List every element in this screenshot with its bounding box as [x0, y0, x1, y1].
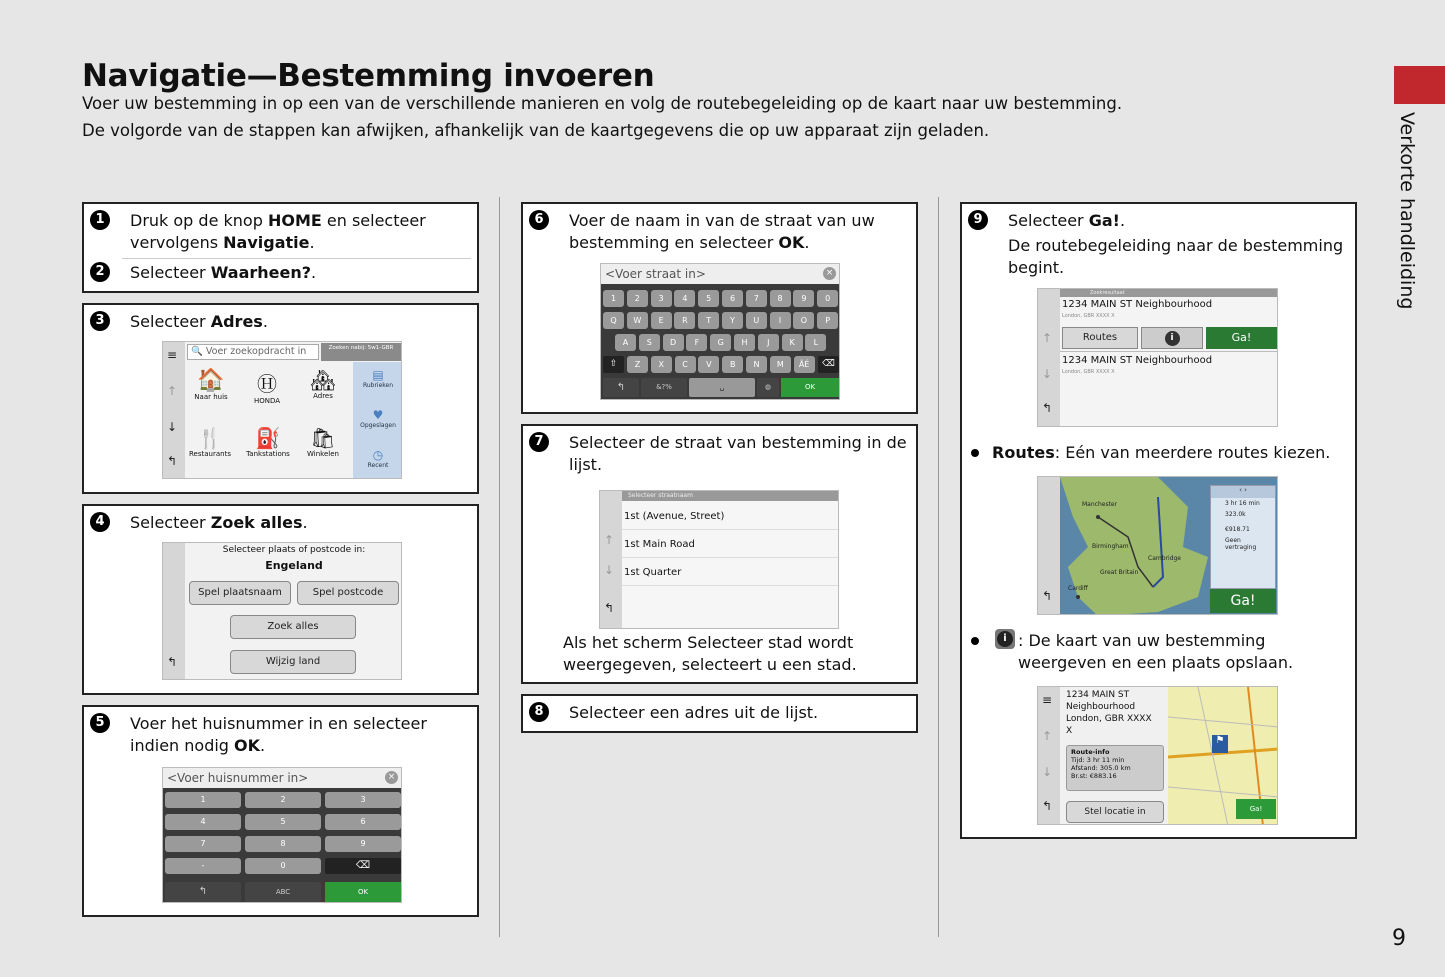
list-item[interactable]: 1st Main Road: [622, 531, 839, 558]
key-1[interactable]: 1: [603, 290, 624, 307]
key-6[interactable]: 6: [325, 814, 401, 830]
key-i[interactable]: I: [770, 312, 791, 329]
key-u[interactable]: U: [746, 312, 767, 329]
clock-icon: ◷: [372, 448, 384, 462]
route-info-panel: [1210, 485, 1276, 589]
shopping-item[interactable]: 🛍 Winkelen: [303, 426, 343, 458]
up-arrow-icon: ↑: [604, 533, 615, 547]
map-city: Cambridge: [1148, 555, 1181, 562]
step-7-note: Als het scherm Selecteer stad wordt weergegeven, selecteert u een stad.: [563, 633, 857, 674]
key-d[interactable]: D: [663, 334, 684, 351]
backspace-key[interactable]: ⌫: [818, 356, 839, 373]
key-4[interactable]: 4: [165, 814, 241, 830]
info-bullet-text: : De kaart van uw bestemming weergeven en een plaats opslaan.: [1018, 631, 1294, 672]
key-w[interactable]: W: [627, 312, 648, 329]
key-o[interactable]: O: [793, 312, 814, 329]
step-4-box: [82, 504, 479, 695]
step-6-text: Voer de naam in van de straat van uw bestemming en selecteer OK.: [569, 211, 875, 252]
go-button[interactable]: Ga!: [1210, 589, 1276, 613]
clear-icon[interactable]: ×: [823, 267, 836, 280]
up-arrow-icon: ↑: [167, 384, 178, 398]
address-icon: 🏘: [310, 368, 336, 392]
search-area-screen: [162, 542, 402, 680]
step-5-box: [82, 705, 479, 917]
search-input[interactable]: 🔍 Voer zoekopdracht in: [187, 344, 319, 360]
result-address[interactable]: 1234 MAIN ST Neighbourhood: [1062, 299, 1213, 310]
route-distance: 323.0k: [1225, 511, 1246, 518]
route-pager[interactable]: ‹ ›: [1211, 486, 1275, 498]
map-city: Great Britain: [1100, 569, 1139, 576]
step-1-text: Druk op de knop HOME en selecteer vervolgens Navigatie.: [130, 211, 426, 252]
list-item[interactable]: 1st Quarter: [622, 559, 839, 586]
spell-postcode-button[interactable]: Spel postcode: [297, 581, 399, 605]
key-a[interactable]: A: [615, 334, 636, 351]
step-number: 9: [968, 210, 988, 230]
saved-item[interactable]: ♥ Opgeslagen: [355, 408, 401, 429]
result-header: Zoekresultaat: [1060, 289, 1278, 297]
column-divider: [938, 197, 939, 937]
categories-item[interactable]: ▤ Rubrieken: [355, 368, 401, 389]
key-l[interactable]: L: [805, 334, 826, 351]
step-8-box: [521, 694, 918, 733]
step-9-text: Selecteer Ga!.: [1008, 211, 1126, 230]
result-city: London, GBR XXXX X: [1062, 313, 1115, 319]
info-icon: i: [997, 631, 1013, 647]
step-6-box: [521, 202, 918, 414]
key-k[interactable]: K: [782, 334, 803, 351]
bullet: [971, 637, 979, 645]
space-key[interactable]: ␣: [689, 378, 755, 397]
step-number: 2: [90, 262, 110, 282]
go-button[interactable]: Ga!: [1236, 799, 1276, 819]
step-number: 4: [90, 512, 110, 532]
routes-bullet-text: Routes: Eén van meerdere routes kiezen.: [992, 443, 1331, 462]
globe-icon[interactable]: ◍: [757, 378, 779, 397]
key-q[interactable]: Q: [603, 312, 624, 329]
symbols-button[interactable]: &?%: [641, 378, 687, 397]
key-t[interactable]: T: [698, 312, 719, 329]
key-g[interactable]: G: [710, 334, 731, 351]
key-5[interactable]: 5: [698, 290, 719, 307]
info-icon: i: [1165, 331, 1180, 346]
fuel-item[interactable]: ⛽ Tankstations: [243, 426, 293, 458]
step-number: 6: [529, 210, 549, 230]
up-arrow-icon: ↑: [1042, 729, 1053, 743]
key-9[interactable]: 9: [325, 836, 401, 852]
step-8-text: Selecteer een adres uit de lijst.: [569, 703, 819, 722]
fuel-icon: ⛽: [255, 426, 281, 450]
recent-item[interactable]: ◷ Recent: [355, 448, 401, 469]
key-y[interactable]: Y: [722, 312, 743, 329]
house-number-screen: [162, 767, 402, 903]
street-input[interactable]: <Voer straat in>: [601, 264, 840, 284]
key-2[interactable]: 2: [627, 290, 648, 307]
intro-line-1: Voer uw bestemming in op een van de verschillende manieren en volg de routebegeleiding op de kaart naar uw bestemming.: [82, 94, 1123, 113]
destination-flag-icon: ⚑: [1212, 735, 1228, 753]
map-city: Cardiff: [1068, 585, 1088, 592]
clear-icon[interactable]: ×: [385, 771, 398, 784]
key-n[interactable]: N: [746, 356, 767, 373]
result-city: London, GBR XXXX X: [1062, 369, 1115, 375]
result-address[interactable]: 1234 MAIN ST Neighbourhood: [1062, 355, 1213, 366]
back-icon: ↰: [1042, 589, 1053, 603]
heart-icon: ♥: [372, 408, 384, 422]
go-button[interactable]: Ga!: [1206, 327, 1277, 349]
shift-key[interactable]: ⇧: [603, 356, 624, 373]
step-5-text: Voer het huisnummer in en selecteer indien nodig OK.: [130, 714, 427, 755]
search-icon: 🔍: [191, 346, 203, 357]
step-number: 7: [529, 432, 549, 452]
list-header: Selecteer straatnaam: [622, 491, 839, 501]
route-delay: Geen vertraging: [1225, 537, 1257, 551]
step-7-box: [521, 424, 918, 684]
map-city: Birmingham: [1092, 543, 1129, 550]
step-9-box: [960, 202, 1357, 839]
route-map-screen: [1037, 476, 1278, 615]
down-arrow-icon: ↓: [1042, 367, 1053, 381]
key-0[interactable]: 0: [245, 858, 321, 874]
step-3-text: Selecteer Adres.: [130, 312, 268, 331]
route-cost: €918.71: [1225, 526, 1250, 533]
categories-icon: ▤: [372, 368, 384, 382]
restaurant-icon: 🍴: [197, 426, 223, 450]
menu-icon: ≡: [1042, 693, 1053, 707]
key-b[interactable]: B: [722, 356, 743, 373]
key-8[interactable]: 8: [770, 290, 791, 307]
back-icon: ↰: [167, 655, 178, 669]
back-button[interactable]: ↰: [603, 378, 639, 397]
step-number: 1: [90, 210, 110, 230]
ok-button[interactable]: OK: [781, 378, 839, 397]
key-5[interactable]: 5: [245, 814, 321, 830]
bullet: [971, 449, 979, 457]
key-s[interactable]: S: [639, 334, 660, 351]
honda-item[interactable]: Ⓗ HONDA: [249, 368, 285, 405]
up-arrow-icon: ↑: [1042, 331, 1053, 345]
key-x[interactable]: X: [651, 356, 672, 373]
info-icon-box: [995, 629, 1015, 649]
area-prompt: Selecteer plaats of postcode in:: [222, 545, 366, 555]
ok-button[interactable]: OK: [325, 882, 401, 902]
key-1[interactable]: 1: [165, 792, 241, 808]
search-all-button[interactable]: Zoek alles: [230, 615, 356, 639]
key-c[interactable]: C: [675, 356, 696, 373]
restaurants-item[interactable]: 🍴 Restaurants: [187, 426, 233, 458]
routes-button[interactable]: Routes: [1062, 327, 1138, 349]
home-icon: 🏠: [197, 368, 225, 393]
page-title: Navigatie—Bestemming invoeren: [82, 58, 655, 94]
honda-logo-icon: Ⓗ: [257, 372, 277, 396]
column-divider: [499, 197, 500, 937]
search-near-button[interactable]: Zoeken nabij: 5w1-GBR: [321, 343, 401, 361]
where-to-screen: [162, 341, 402, 479]
key-j[interactable]: J: [758, 334, 779, 351]
step-7-text: Selecteer de straat van bestemming in de lijst.: [569, 433, 907, 474]
key-z[interactable]: Z: [627, 356, 648, 373]
intro-line-2: De volgorde van de stappen kan afwijken, afhankelijk van de kaartgegevens die op uw apparaat zijn geladen.: [82, 121, 990, 140]
key-äé[interactable]: ÄÉ: [794, 356, 815, 373]
key-3[interactable]: 3: [651, 290, 672, 307]
backspace-key[interactable]: ⌫: [325, 858, 401, 874]
key-r[interactable]: R: [674, 312, 695, 329]
down-arrow-icon: ↓: [604, 563, 615, 577]
key-p[interactable]: P: [817, 312, 838, 329]
key-6[interactable]: 6: [722, 290, 743, 307]
step-number: 8: [529, 702, 549, 722]
shopping-icon: 🛍: [310, 426, 336, 450]
section-tab-marker: [1394, 66, 1445, 104]
step-9-desc: De routebegeleiding naar de bestemming begint.: [1008, 236, 1344, 277]
destination-address: 1234 MAIN ST Neighbourhood London, GBR XXXX X: [1066, 690, 1152, 736]
key-e[interactable]: E: [651, 312, 672, 329]
back-button[interactable]: ↰: [165, 882, 241, 902]
page-number: 9: [1392, 926, 1406, 951]
step-4-text: Selecteer Zoek alles.: [130, 513, 308, 532]
step-number: 3: [90, 311, 110, 331]
down-arrow-icon: ↓: [1042, 765, 1053, 779]
key-3[interactable]: 3: [325, 792, 401, 808]
area-country: Engeland: [265, 559, 323, 572]
section-tab-label: Verkorte handleiding: [1396, 112, 1418, 310]
key-7[interactable]: 7: [746, 290, 767, 307]
search-result-screen: [1037, 288, 1278, 427]
back-icon: ↰: [604, 601, 615, 615]
map-city: Manchester: [1082, 501, 1118, 508]
list-item[interactable]: 1st (Avenue, Street): [622, 504, 839, 530]
destination-map-screen: [1037, 686, 1278, 825]
step-1-2-box: [82, 202, 479, 293]
step-number: 5: [90, 713, 110, 733]
key-h[interactable]: H: [734, 334, 755, 351]
route-info-box[interactable]: Route-info Tijd: 3 hr 11 min Afstand: 305.0 km Br.st: €883.16: [1066, 745, 1164, 791]
key-dash[interactable]: -: [165, 858, 241, 874]
route-time: 3 hr 16 min: [1225, 500, 1260, 507]
house-number-input[interactable]: <Voer huisnummer in>: [163, 768, 402, 788]
abc-button[interactable]: ABC: [245, 882, 321, 902]
home-item[interactable]: 🏠 Naar huis: [194, 368, 228, 401]
info-button[interactable]: [1141, 327, 1203, 349]
key-m[interactable]: M: [770, 356, 791, 373]
address-item[interactable]: 🏘 Adres: [305, 368, 341, 400]
key-9[interactable]: 9: [793, 290, 814, 307]
menu-icon: ≡: [167, 348, 178, 362]
back-icon: ↰: [1042, 799, 1053, 813]
street-list-screen: [599, 490, 839, 629]
back-icon: ↰: [167, 454, 178, 468]
set-location-button[interactable]: Stel locatie in: [1066, 801, 1164, 823]
key-0[interactable]: 0: [817, 290, 838, 307]
step-2-text: Selecteer Waarheen?.: [130, 263, 317, 282]
street-keyboard-screen: [600, 263, 840, 400]
key-7[interactable]: 7: [165, 836, 241, 852]
change-country-button[interactable]: Wijzig land: [230, 650, 356, 674]
key-2[interactable]: 2: [245, 792, 321, 808]
step-3-box: [82, 303, 479, 494]
down-arrow-icon: ↓: [167, 420, 178, 434]
key-8[interactable]: 8: [245, 836, 321, 852]
key-v[interactable]: V: [698, 356, 719, 373]
key-f[interactable]: F: [686, 334, 707, 351]
spell-city-button[interactable]: Spel plaatsnaam: [189, 581, 291, 605]
key-4[interactable]: 4: [674, 290, 695, 307]
back-icon: ↰: [1042, 401, 1053, 415]
